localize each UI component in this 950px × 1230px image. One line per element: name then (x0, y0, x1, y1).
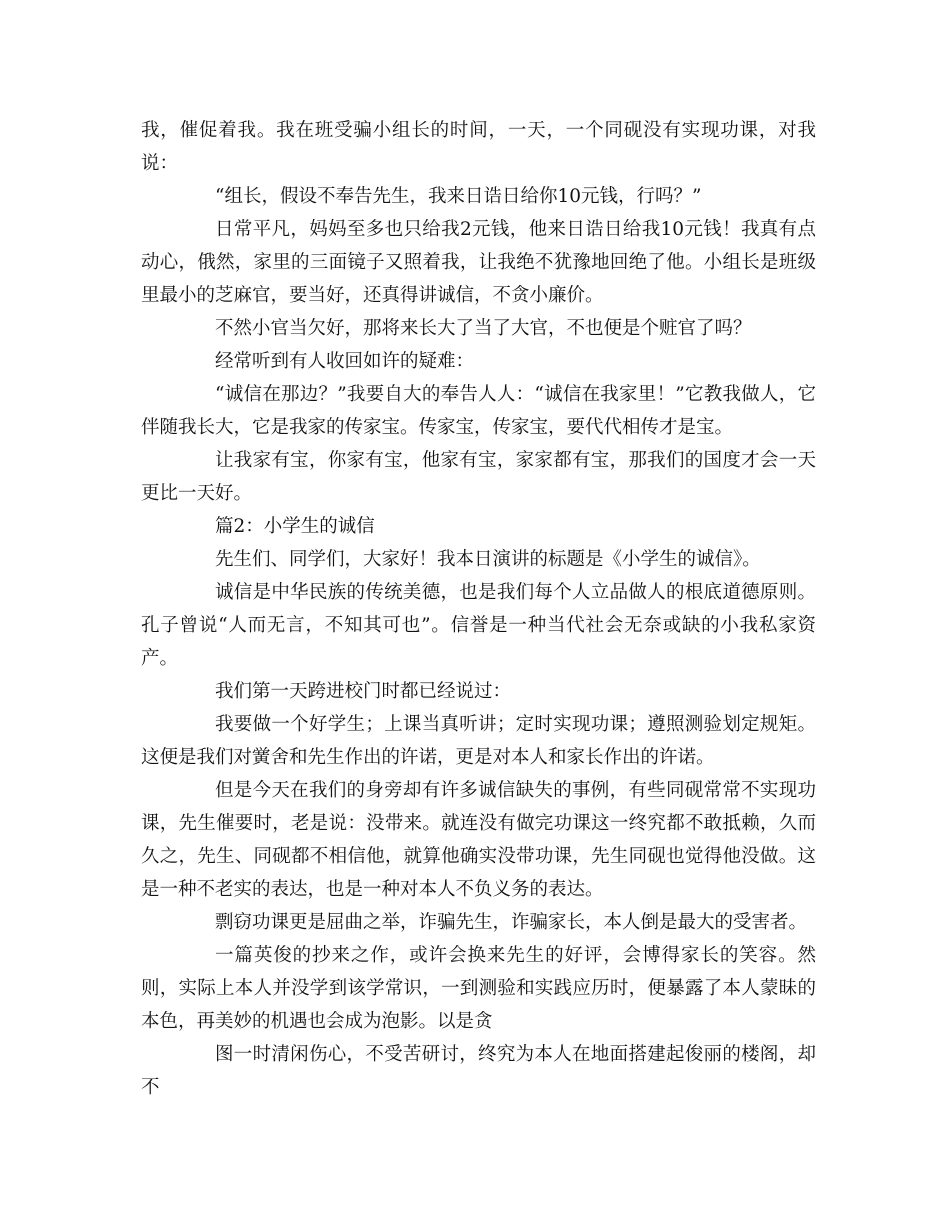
paragraph: “诚信在那边？”我要自大的奉告人人：“诚信在我家里！”它教我做人，它伴随我长大，它是我家的传家宝。传家宝，传家宝，要代代相传才是宝。 (141, 384, 816, 438)
paragraph: 我要做一个好学生；上课当真听讲；定时实现功课；遵照测验划定规矩。这便是我们对黉舍和先生作出的许诺，更是对本人和家长作出的许诺。 (141, 714, 816, 768)
paragraph: 剽窃功课更是屈曲之举，诈骗先生，诈骗家长，本人倒是最大的受害者。 (215, 912, 808, 933)
paragraph: 不然小官当欠好，那将来长大了当了大官，不也便是个赃官了吗？ (215, 318, 752, 339)
paragraph: 我们第一天跨进校门时都已经说过： (215, 681, 512, 702)
paragraph: 我，催促着我。我在班受骗小组长的时间，一天，一个同砚没有实现功课，对我说： (141, 120, 816, 174)
paragraph: 一篇英俊的抄来之作，或许会换来先生的好评，会博得家长的笑容。然则，实际上本人并没学到该学常识，一到测验和实践应历时，便暴露了本人蒙昧的本色，再美妙的机遇也会成为泡影。以是贪 (141, 945, 816, 1032)
paragraph: 诚信是中华民族的传统美德，也是我们每个人立品做人的根底道德原则。孔子曾说“人而无言，不知其可也”。信誉是一种当代社会无奈或缺的小我私家资产。 (141, 582, 816, 669)
paragraph: 日常平凡，妈妈至多也只给我2元钱，他来日诰日给我10元钱！我真有点动心，俄然，家里的三面镜子又照着我，让我绝不犹豫地回绝了他。小组长是班级里最小的芝麻官，要当好，还真得讲诚信，不贪小廉价。 (141, 219, 816, 306)
paragraph: 图一时清闲伤心，不受苦研讨，终究为本人在地面搭建起俊丽的楼阁，却不 (141, 1044, 816, 1098)
paragraph: “组长，假设不奉告先生，我来日诰日给你10元钱，行吗？” (215, 186, 702, 207)
paragraph: 但是今天在我们的身旁却有许多诚信缺失的事例，有些同砚常常不实现功课，先生催要时，老是说：没带来。就连没有做完功课这一终究都不敢抵赖，久而久之，先生、同砚都不相信他，就算他确实没带功课，先生同砚也觉得他没做。这是一种不老实的表达，也是一种对本人不负义务的表达。 (141, 780, 816, 900)
paragraph: 先生们、同学们，大家好！我本日演讲的标题是《小学生的诚信》。 (215, 549, 761, 570)
document-body (141, 114, 816, 1104)
section-heading: 篇2：小学生的诚信 (215, 516, 375, 537)
paragraph: 让我家有宝，你家有宝，他家有宝，家家都有宝，那我们的国度才会一天更比一天好。 (141, 450, 816, 504)
paragraph: 经常听到有人收回如许的疑难： (215, 351, 475, 372)
